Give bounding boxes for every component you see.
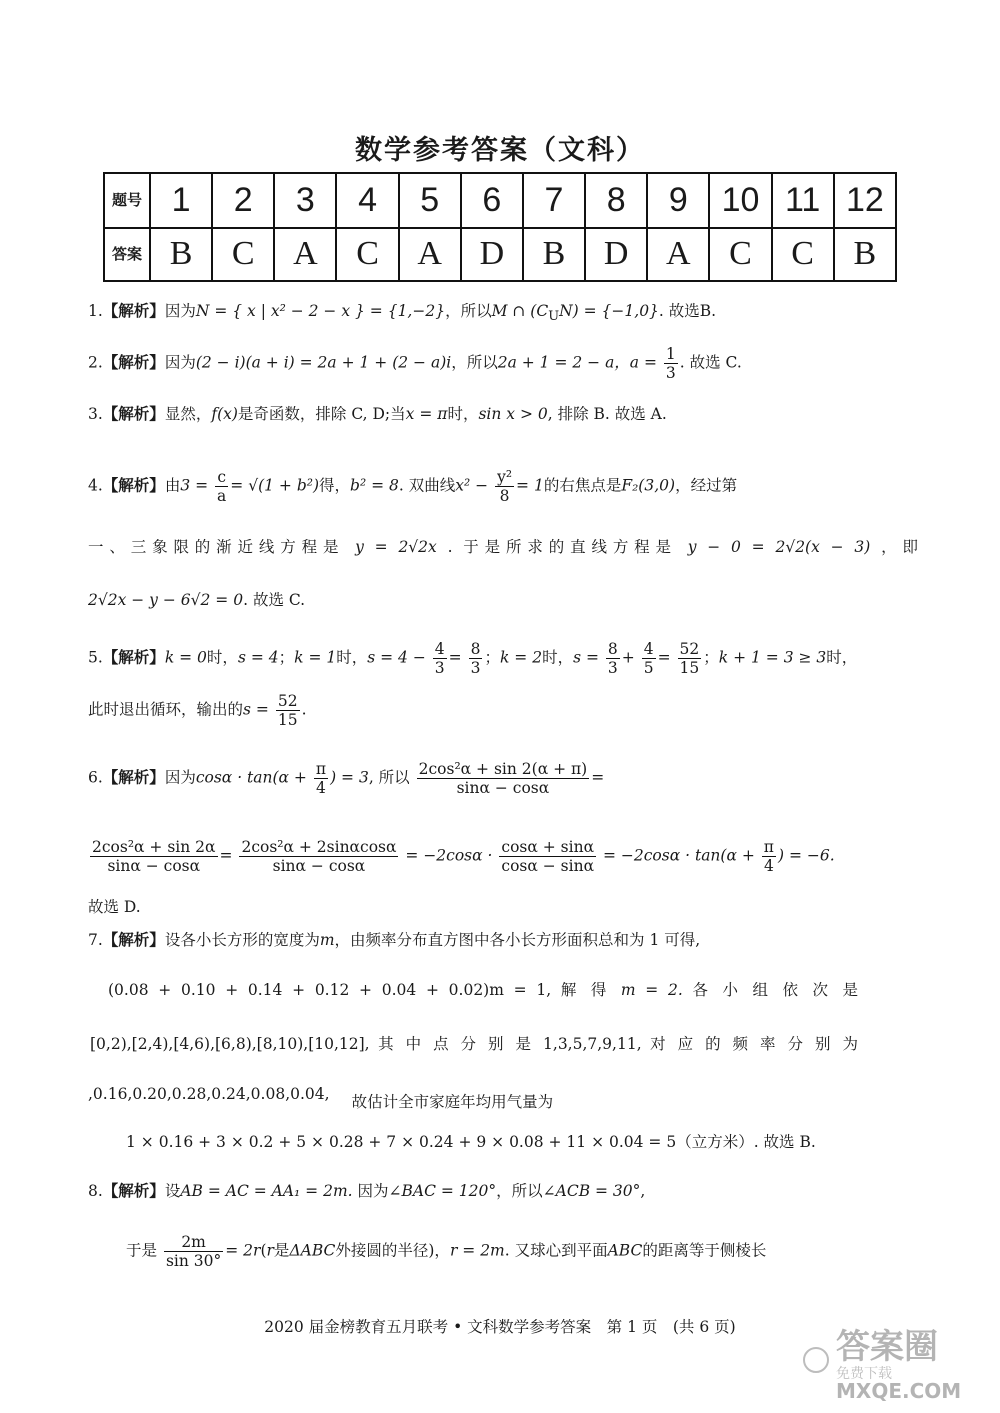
solution-7-line-3 (90, 1033, 858, 1055)
text: 因为 (357, 1182, 389, 1200)
fraction (762, 838, 776, 875)
solution-6 (88, 760, 918, 797)
solution-label: 【解析】 (102, 647, 165, 667)
numerator: 2cos²α + 2sinαcosα (241, 838, 397, 856)
formula: F₂(3,0) (621, 476, 676, 495)
solution-8 (88, 1180, 918, 1202)
numerator: y² (497, 468, 513, 486)
solution-number: 6. (88, 768, 103, 787)
formula: y = 2√2x (355, 538, 437, 556)
text: 因为 (164, 768, 196, 787)
watermark-logo (796, 1310, 986, 1405)
solution-2 (88, 345, 918, 382)
denominator: 3 (607, 659, 618, 677)
question-number: 5 (399, 173, 461, 228)
denominator: 4 (763, 857, 774, 875)
denominator: 3 (665, 364, 676, 382)
text: ； (703, 648, 719, 667)
formula: 3 = (180, 476, 209, 495)
watermark-domain: MXQE.COM (836, 1379, 962, 1403)
fraction (664, 345, 678, 382)
text: , (640, 1182, 646, 1200)
text: . 于是所求的直线方程是 (447, 538, 677, 556)
formula: x² − (455, 476, 489, 495)
formula: k = 2 (499, 648, 543, 667)
text: 其 中 点 分 别 是 (378, 1035, 535, 1053)
text: 时， (336, 648, 368, 667)
answer-letter: D (461, 228, 523, 281)
numerator: 4 (643, 640, 654, 658)
question-number: 3 (274, 173, 336, 228)
text: 此时退出循环，输出的 (88, 700, 244, 719)
text: . 故选 C. (243, 591, 306, 609)
text: 由 (164, 476, 181, 495)
denominator: 8 (499, 487, 510, 505)
formula: cosα · tan(α + (195, 768, 307, 787)
fraction (276, 692, 300, 729)
formula: ,0.16,0.20,0.28,0.24,0.08,0.04, (88, 1085, 330, 1103)
formula: 2a + 1 = 2 − a，a = (497, 353, 657, 372)
formula: sin x > 0 (478, 405, 548, 423)
fraction (678, 640, 702, 677)
formula: 2√2x − y − 6√2 = 0 (88, 591, 244, 609)
text: ，即 (881, 538, 918, 556)
fraction (314, 760, 328, 797)
text: 外接圆的半径)， (335, 1241, 450, 1260)
text: = (448, 648, 462, 667)
answer-letter: D (585, 228, 647, 281)
denominator: cosα − sinα (501, 857, 595, 875)
solution-label: 【解析】 (102, 1181, 165, 1200)
text: 因为 (164, 302, 196, 320)
row-header-answer: 答案 (104, 228, 150, 281)
question-number: 8 (585, 173, 647, 228)
numerator: 52 (277, 692, 298, 710)
wechat-icon (804, 1348, 828, 1372)
formula: = 1 (516, 476, 544, 495)
fraction (417, 760, 590, 797)
numerator: 4 (434, 640, 445, 658)
text: 得， (319, 476, 351, 495)
text: 对 应 的 频 率 分 别 为 (650, 1035, 858, 1053)
denominator: 15 (277, 711, 298, 729)
numerator: 1 (665, 345, 676, 363)
formula: k = 1 (294, 648, 337, 667)
row-header-number: 题号 (104, 173, 150, 228)
text: 的右焦点是 (543, 476, 622, 495)
answer-letter: C (336, 228, 398, 281)
denominator: sinα − cosα (107, 857, 201, 875)
answer-letter: C (709, 228, 771, 281)
question-number: 9 (647, 173, 709, 228)
text: 时， (447, 405, 479, 423)
text: ，所以 (445, 302, 492, 320)
formula: = (219, 846, 233, 865)
watermark-brand: 答案圈 (836, 1327, 938, 1367)
text: 的距离等于侧棱长 (642, 1241, 767, 1260)
text: 设各小长方形的宽度为 (164, 931, 320, 949)
text: 各 小 组 依 次 是 (692, 981, 858, 999)
answer-row (104, 228, 896, 281)
question-number: 11 (772, 173, 834, 228)
denominator: 5 (643, 659, 654, 677)
numerator: c (215, 468, 228, 487)
text: 时， (206, 648, 238, 667)
fraction (495, 468, 514, 505)
solution-6-line-3: 故选 D. (88, 898, 141, 916)
denominator: sinα − cosα (456, 779, 550, 797)
text: . 又球心到平面 (504, 1241, 608, 1260)
text: , 排除 B. 故选 A. (547, 405, 667, 423)
solution-7-line-2 (108, 979, 858, 1001)
question-number: 4 (336, 173, 398, 228)
formula: m = 2. (620, 981, 683, 999)
question-number: 12 (834, 173, 896, 228)
solution-label: 【解析】 (102, 301, 165, 320)
solution-number: 2. (88, 353, 103, 372)
text: 一、三象限的渐近线方程是 (88, 538, 345, 556)
formula: s = 4 − (367, 648, 426, 667)
fraction (433, 640, 447, 677)
solution-number: 5. (88, 648, 103, 667)
formula: s = 4 (237, 648, 279, 667)
numerator: 2cos²α + sin 2α (92, 838, 216, 856)
solution-5 (88, 640, 918, 677)
formula: m (319, 931, 335, 949)
question-number: 10 (709, 173, 771, 228)
fraction (164, 1233, 223, 1270)
solution-label: 【解析】 (102, 352, 165, 372)
text: 显然， (164, 405, 212, 423)
text: ； (278, 648, 295, 667)
answer-letter: B (150, 228, 212, 281)
formula: b² = 8 (350, 476, 399, 495)
formula: 1,3,5,7,9,11, (543, 1035, 642, 1053)
formula: = 2r (225, 1241, 261, 1260)
formula: ) = 3 (330, 768, 369, 787)
formula: (2 − i)(a + i) = 2a + 1 + (2 − a)i (195, 353, 452, 372)
solution-number: 3. (88, 405, 103, 423)
answer-letter: B (523, 228, 585, 281)
text: . 故选B. (658, 302, 717, 320)
text: （立方米）. 故选 B. (676, 1133, 816, 1151)
solution-label: 【解析】 (102, 930, 165, 949)
numerator: 2m (164, 1233, 223, 1252)
denominator: sin 30° (165, 1252, 222, 1270)
solution-8-line-2 (126, 1233, 956, 1270)
text: 设 (164, 1182, 181, 1200)
text: 是 (273, 1241, 290, 1260)
text: 是奇函数，排除 C, D;当 (237, 405, 406, 423)
formula: s = (243, 700, 269, 719)
fraction (239, 838, 398, 875)
question-number: 6 (461, 173, 523, 228)
text: 解 得 (560, 981, 612, 999)
text: 时， (542, 648, 574, 667)
text: . (301, 700, 307, 719)
numerator: 8 (470, 640, 481, 658)
formula: N) = {−1,0} (559, 302, 659, 320)
formula: N = { x | x² − 2 − x } = {1,−2} (195, 302, 446, 320)
formula: r = 2m (449, 1241, 505, 1260)
answer-table (103, 172, 897, 282)
solution-1 (88, 300, 918, 328)
solution-number: 4. (88, 476, 103, 495)
text: + (621, 648, 635, 667)
fraction (90, 838, 218, 875)
answer-letter: A (399, 228, 461, 281)
text: ，所以 (496, 1182, 543, 1200)
text: ； (484, 648, 500, 667)
solution-number: 8. (88, 1182, 103, 1200)
text: . 故选 C. (679, 353, 742, 372)
answer-letter: B (834, 228, 896, 281)
question-number: 1 (150, 173, 212, 228)
fraction (469, 640, 483, 677)
numerator: 2cos²α + sin 2(α + π) (418, 760, 588, 778)
numerator: 8 (607, 640, 618, 658)
solution-4-line-2 (88, 536, 918, 558)
solution-label: 【解析】 (102, 767, 165, 787)
text: = (657, 648, 671, 667)
formula: s = (573, 648, 599, 667)
fraction (642, 640, 656, 677)
page-title: 数学参考答案（文科） (355, 135, 645, 166)
solution-label: 【解析】 (102, 475, 165, 495)
number-row (104, 173, 896, 228)
answer-letter: C (772, 228, 834, 281)
formula: k + 1 = 3 ≥ 3 (718, 648, 827, 667)
text: ，所以 (451, 353, 498, 372)
solution-7-line-4 (88, 1083, 918, 1111)
solution-number: 7. (88, 931, 103, 949)
formula: 1 × 0.16 + 3 × 0.2 + 5 × 0.28 + 7 × 0.24 + 9 × 0.08 + 11 × 0.04 = 5 (126, 1133, 677, 1151)
answer-letter: A (274, 228, 336, 281)
question-number: 2 (212, 173, 274, 228)
formula: = −2cosα · (405, 846, 493, 865)
solution-4 (88, 468, 918, 505)
solution-number: 1. (88, 302, 103, 320)
watermark-sub: 免费下载 (836, 1366, 892, 1382)
formula: ABC (607, 1241, 643, 1260)
page-footer: 2020 届金榜教育五月联考 • 文科数学参考答案 第 1 页 (共 6 页) (264, 1318, 736, 1336)
fraction (215, 468, 228, 505)
formula: AB = AC = AA₁ = 2m. (180, 1182, 353, 1200)
formula: r (266, 1241, 274, 1260)
formula: k = 0 (164, 648, 207, 667)
formula: = −2cosα · tan(α + (602, 846, 755, 865)
solution-5-line-2 (88, 692, 918, 729)
numerator: π (315, 760, 327, 778)
formula: [0,2),[2,4),[4,6),[6,8),[8,10),[10,12], (90, 1035, 370, 1053)
text: 故估计全市家庭年均用气量为 (351, 1093, 554, 1111)
denominator: 3 (470, 659, 481, 677)
numerator: π (763, 838, 774, 856)
text: ，由频率分布直方图中各小长方形面积总和为 1 可得, (334, 931, 701, 949)
formula: f(x) (211, 405, 238, 423)
solution-4-line-3 (88, 589, 918, 611)
solution-6-line-2 (88, 838, 918, 875)
denominator: a (217, 487, 227, 505)
answer-letter: A (647, 228, 709, 281)
formula: (0.08 + 0.10 + 0.14 + 0.12 + 0.04 + 0.02)m = 1, (108, 981, 552, 999)
text: ，经过第 (675, 476, 738, 495)
solution-3 (88, 403, 918, 425)
numerator: 52 (679, 640, 700, 658)
denominator: 15 (679, 659, 700, 677)
solution-7-line-5 (126, 1131, 956, 1153)
text: 因为 (164, 353, 196, 372)
answer-letter: C (212, 228, 274, 281)
formula: ) = −6. (777, 846, 835, 865)
formula: ∠ACB = 30° (542, 1182, 641, 1200)
numerator: cosα + sinα (501, 838, 595, 856)
solution-label: 【解析】 (102, 404, 165, 423)
denominator: sinα − cosα (272, 857, 366, 875)
denominator: 4 (316, 779, 326, 797)
formula: ΔABC (289, 1241, 336, 1260)
text: . 双曲线 (398, 476, 456, 495)
text: ( (260, 1241, 267, 1260)
text: 时， (826, 648, 858, 667)
text: 于是 (126, 1241, 158, 1260)
formula: ∠BAC = 120° (388, 1182, 497, 1200)
formula: x = π (405, 405, 448, 423)
text: = (591, 768, 605, 787)
fraction (606, 640, 620, 677)
subscript: U (548, 309, 560, 325)
solution-7 (88, 929, 918, 951)
text: , 所以 (368, 768, 410, 787)
formula: = √(1 + b²) (230, 476, 320, 495)
denominator: 3 (434, 659, 445, 677)
fraction (499, 838, 596, 875)
formula: M ∩ (C (491, 302, 549, 320)
formula: y − 0 = 2√2(x − 3) (687, 538, 871, 556)
question-number: 7 (523, 173, 585, 228)
